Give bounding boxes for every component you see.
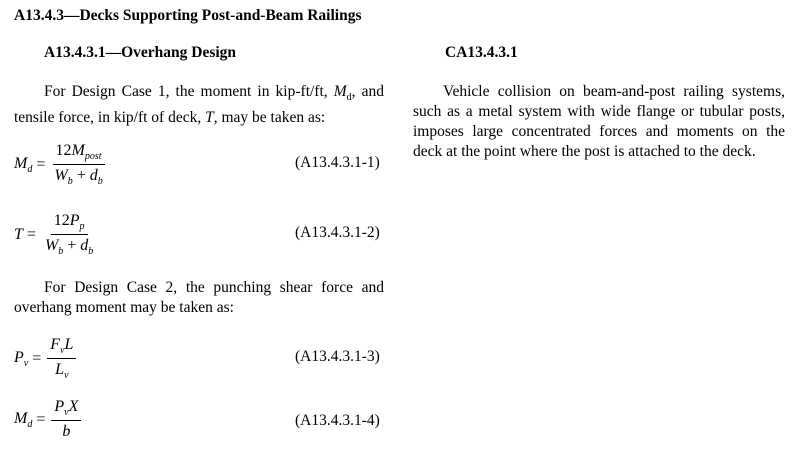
eq3-denominator: $L_v$: [55, 361, 69, 381]
eq3-numerator: $F_vL$: [47, 336, 76, 359]
equation-2-label: (A13.4.3.1-2): [295, 224, 380, 241]
eq1-numerator: $12M_{post}$: [53, 142, 105, 165]
section-heading: A13.4.3—Decks Supporting Post-and-Beam Railings: [14, 7, 362, 24]
eq4-lhs: $M_d$: [14, 409, 33, 430]
eq4-fraction: [51, 398, 81, 441]
eq1-lhs: $M_d$: [14, 154, 33, 175]
equation-3: $P_v$ = $\frac{F_vL}{L_v}$: [14, 336, 76, 381]
para1-moment-symbol: M: [333, 83, 347, 100]
equation-1: $M_d$ = $\frac{12M_{post}}{W_b + d_b}$: [14, 142, 106, 187]
equation-1-label: (A13.4.3.1-1): [295, 154, 380, 171]
para1-text-a: For Design Case 1, the moment in kip-ft/ft,: [44, 83, 334, 100]
eq1-denominator: $W_b + d_b$: [54, 167, 103, 187]
eq3-fraction: [47, 336, 76, 381]
equation-2: T = $\frac{12P_p}{W_b + d_b}$: [14, 212, 96, 257]
eq2-fraction: [42, 212, 96, 257]
eq4-denominator: b: [62, 423, 71, 440]
para1-tension-symbol: T: [205, 109, 214, 126]
equation-3-label: (A13.4.3.1-3): [295, 348, 380, 365]
equation-4-label: (A13.4.3.1-4): [295, 412, 380, 429]
eq1-fraction: [51, 142, 105, 187]
equation-4: $M_d$ = $\frac{P_vX}{b}$: [14, 398, 81, 441]
para1-text-b: , and tensile force, in kip/ft of deck,: [14, 83, 384, 126]
para1-text-c: , may be taken as:: [213, 109, 326, 126]
right-paragraph: Vehicle collision on beam-and-post railing systems, such as a metal system with wide flange or tubular posts, imposes large concentrated forces and moments on the deck at the point where the post is attached to the deck.: [413, 83, 785, 160]
left-paragraph-2: For Design Case 2, the punching shear force and overhang moment may be taken as:: [14, 279, 384, 316]
right-subheading: CA13.4.3.1: [445, 44, 518, 61]
eq2-denominator: $W_b + d_b$: [44, 237, 94, 257]
eq2-lhs: T: [14, 225, 23, 243]
para1-moment-sub: d: [346, 92, 352, 103]
eq3-lhs: $P_v$: [14, 348, 29, 369]
eq4-numerator: $P_vX$: [51, 398, 81, 421]
left-subheading: A13.4.3.1—Overhang Design: [44, 44, 237, 61]
left-paragraph-1: [14, 82, 384, 128]
eq2-numerator: $12P_p$: [51, 212, 88, 235]
